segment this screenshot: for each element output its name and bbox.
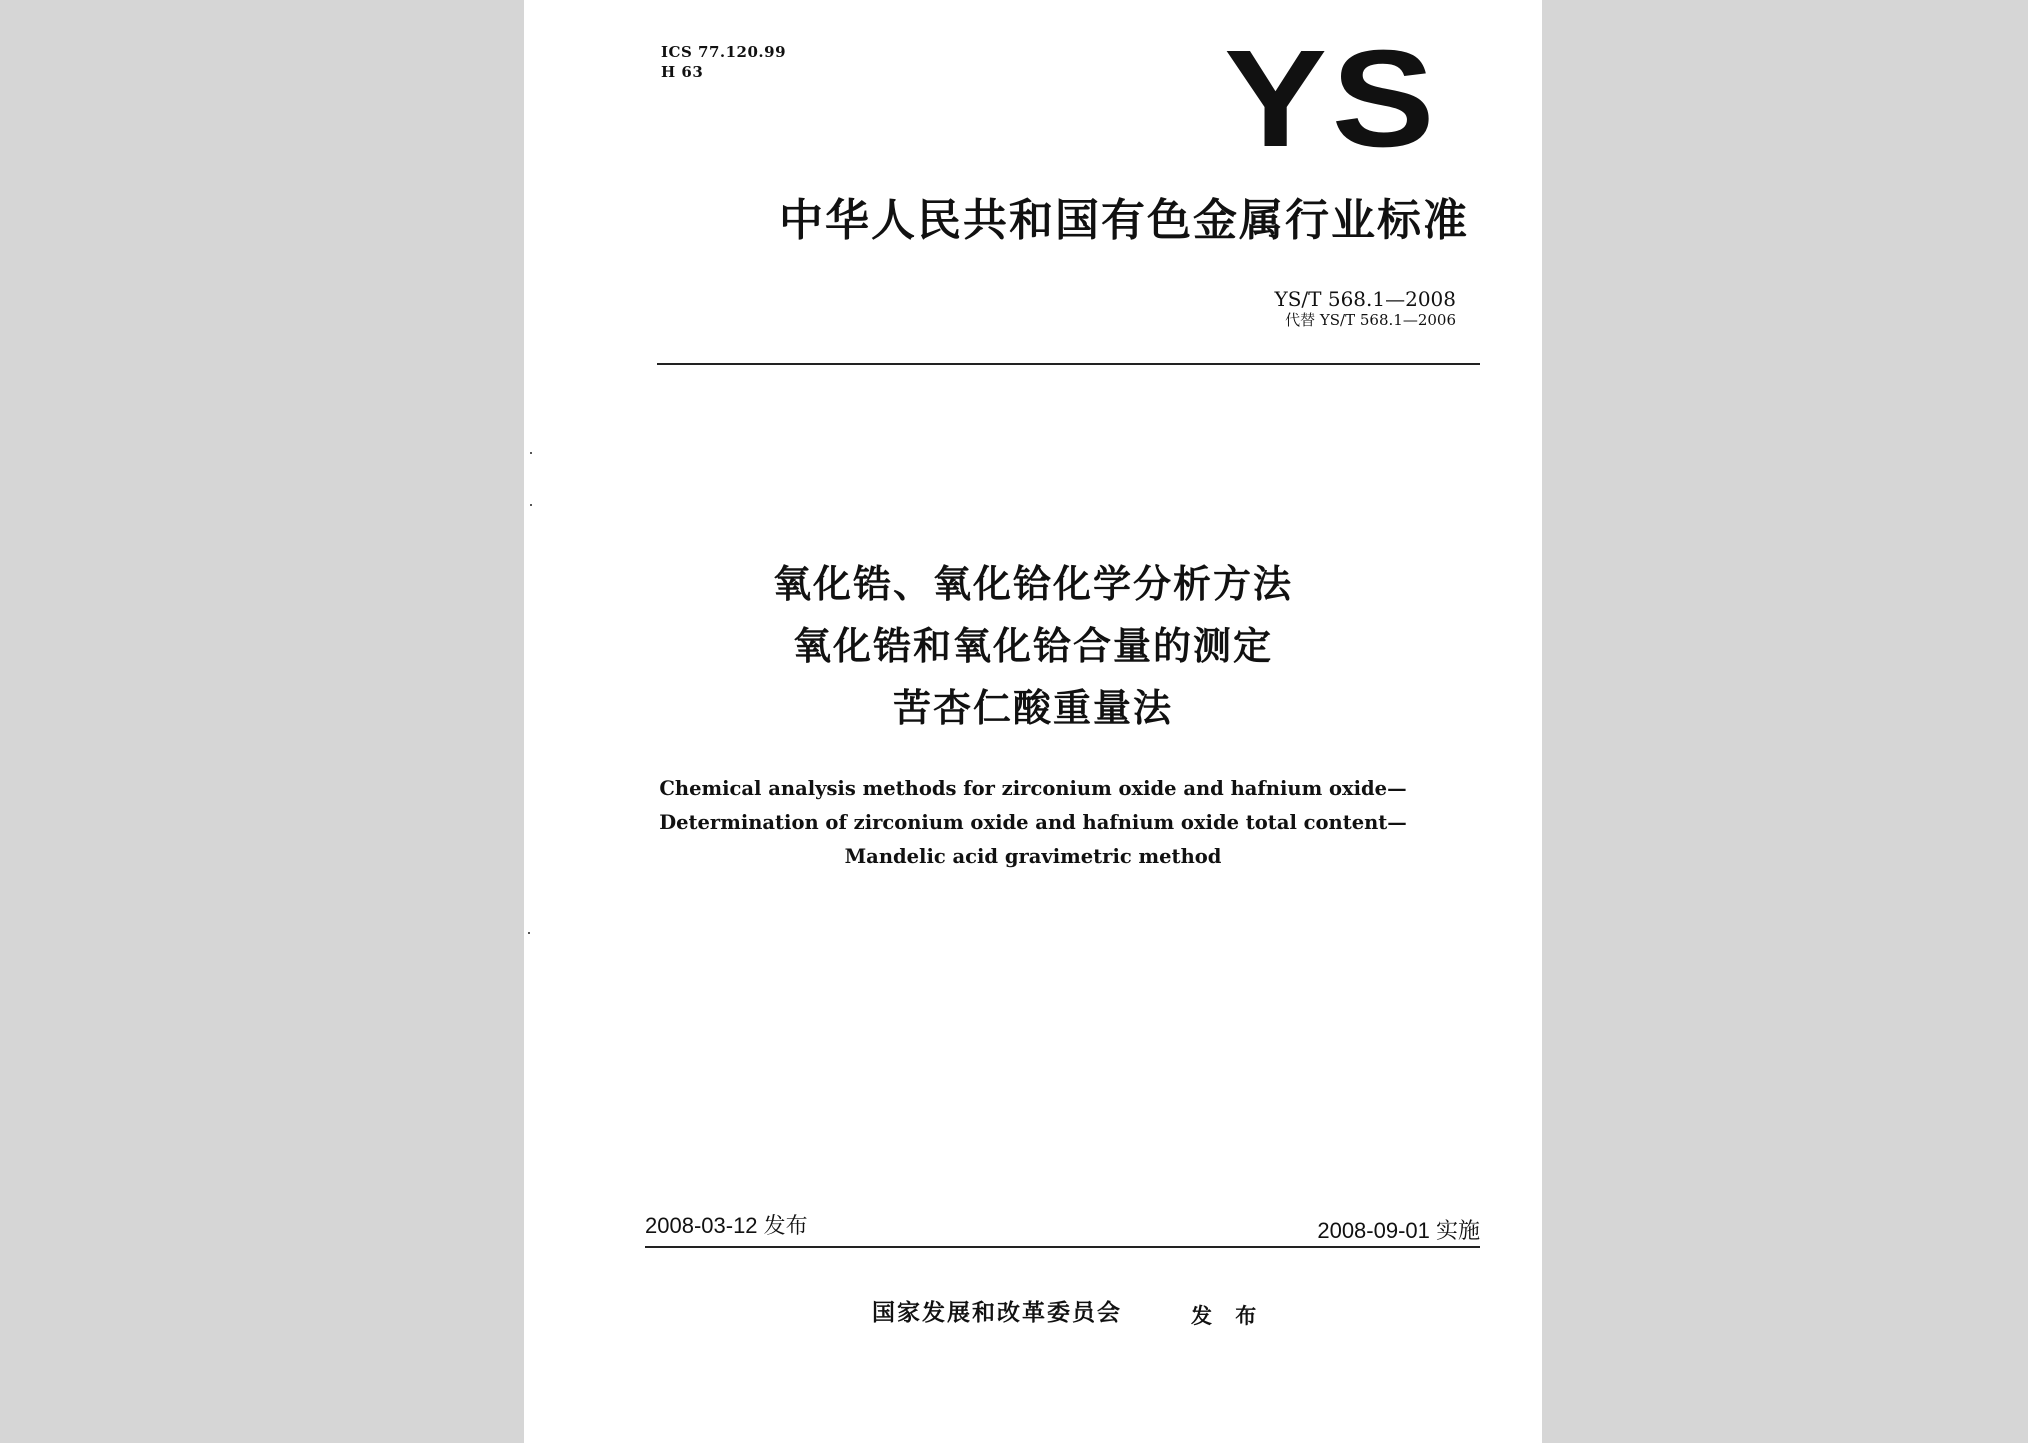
document-page (524, 0, 1542, 1443)
issue-date: 2008-03-12 发布 (645, 1213, 808, 1238)
scan-speck (528, 932, 530, 934)
chinese-title-line: 苦杏仁酸重量法 (892, 686, 1173, 730)
classification-codes (661, 42, 786, 82)
chinese-title-line: 氧化锆、氧化铪化学分析方法 (772, 562, 1293, 606)
ics-code: ICS 77.120.99 (661, 43, 787, 61)
industry-standard-title: 中华人民共和国有色金属行业标准 (779, 195, 1469, 246)
publisher-name: 国家发展和改革委员会 (872, 1300, 1122, 1326)
scan-speck (530, 452, 532, 454)
ys-logo: YS (1224, 22, 1440, 176)
chinese-title (524, 553, 1542, 739)
implementation-date: 2008-09-01 实施 (1317, 1218, 1480, 1243)
english-title (524, 772, 1542, 874)
english-title-line: Determination of zirconium oxide and hafnium oxide total content— (659, 811, 1407, 834)
footer-divider (645, 1246, 1480, 1248)
standard-number: YS/T 568.1—2008 (1274, 287, 1456, 311)
header-divider (657, 363, 1480, 365)
scan-speck (530, 504, 532, 506)
publish-label: 发 布 (1191, 1304, 1265, 1328)
replaces-standard: 代替 YS/T 568.1—2006 (1285, 311, 1456, 329)
ccs-code: H 63 (661, 63, 704, 81)
english-title-line: Chemical analysis methods for zirconium oxide and hafnium oxide— (659, 777, 1407, 800)
chinese-title-line: 氧化锆和氧化铪合量的测定 (792, 624, 1273, 668)
english-title-line: Mandelic acid gravimetric method (844, 845, 1222, 868)
